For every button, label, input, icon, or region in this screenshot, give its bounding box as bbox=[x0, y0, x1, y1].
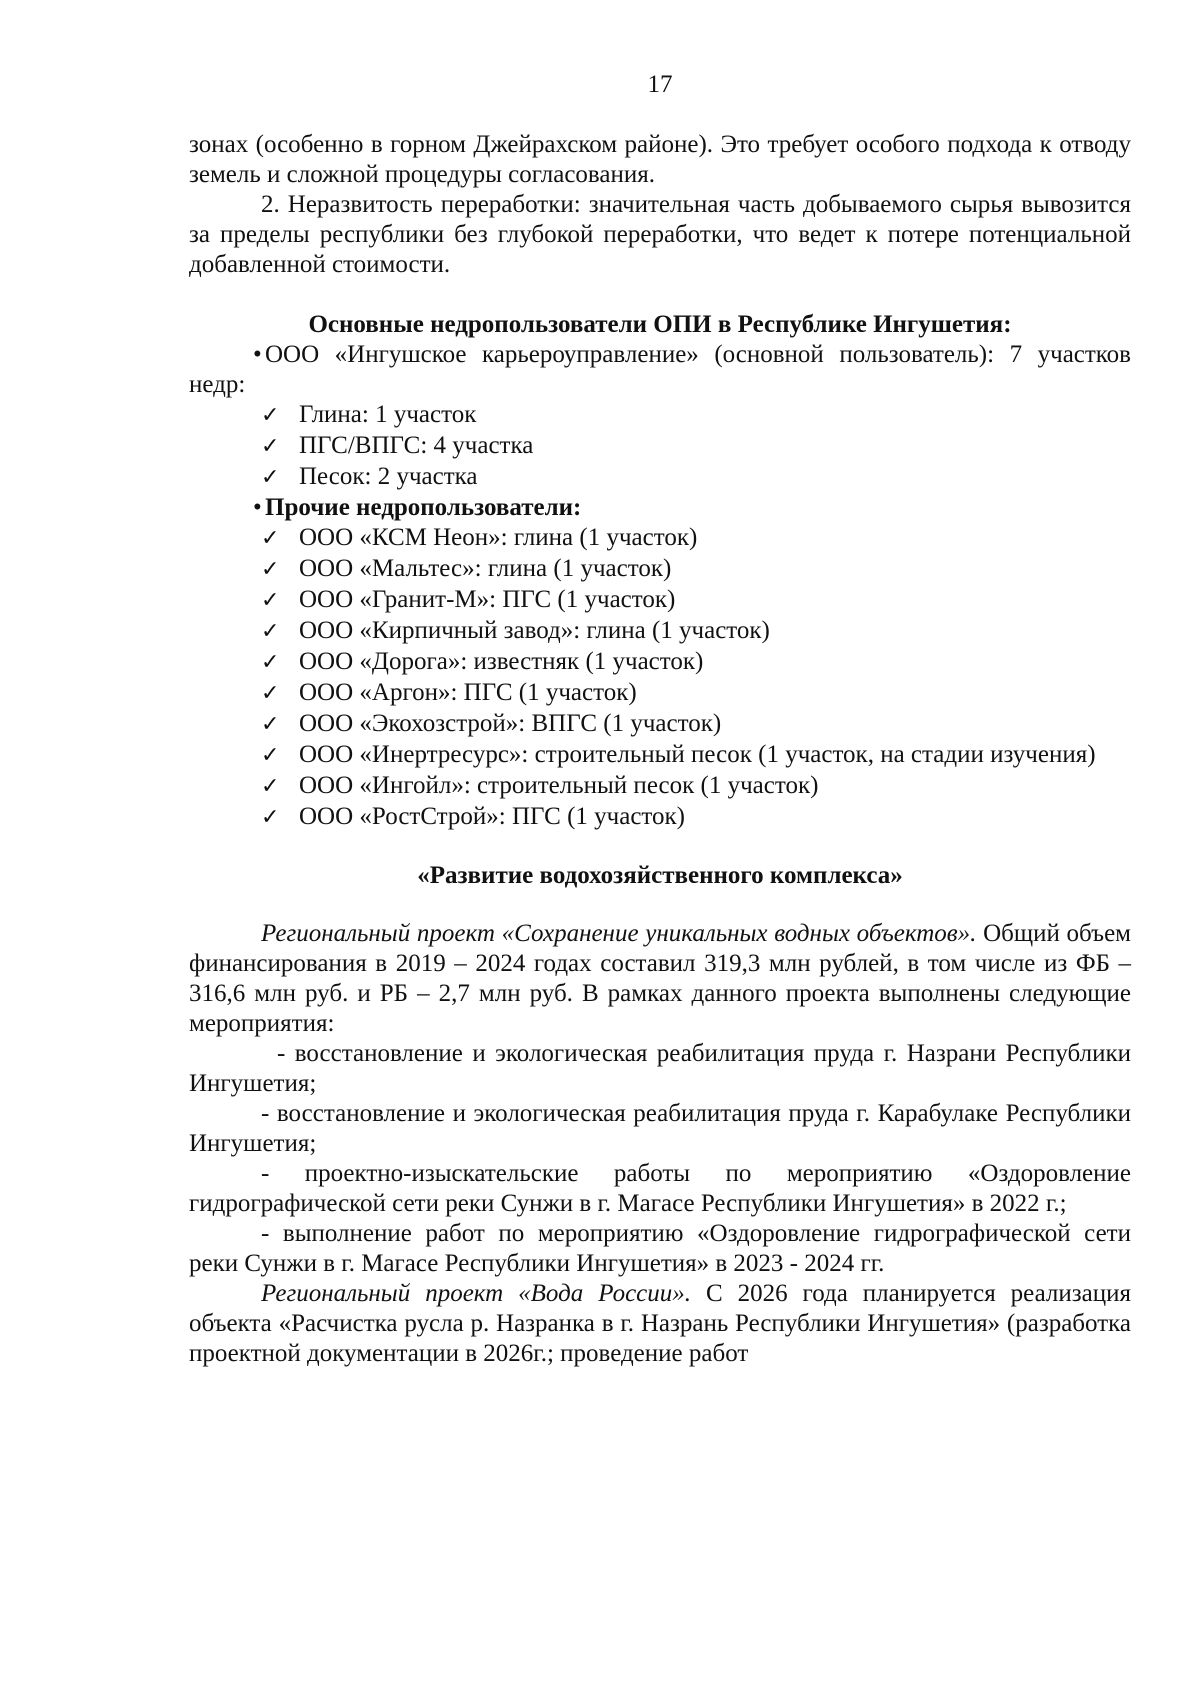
other-users-title: Прочие недропользователи: bbox=[265, 494, 582, 521]
intro-paragraph-2: 2. Неразвитость переработки: значительная часть добываемого сырья вывозится за пределы республики без глубокой переработки, что ведет к потере потенциальной добавленной стоимости. bbox=[189, 191, 1131, 278]
checkmark-icon: ✓ bbox=[261, 465, 280, 490]
section-heading-water: «Развитие водохозяйственного комплекса» bbox=[417, 862, 903, 889]
checkmark-icon: ✓ bbox=[261, 526, 280, 551]
bullet-icon: • bbox=[253, 494, 262, 521]
checkmark-icon: ✓ bbox=[261, 774, 280, 799]
list-item: ✓ ООО «КСМ Неон»: глина (1 участок) bbox=[189, 523, 1131, 554]
spacer bbox=[189, 833, 1131, 861]
bullet-icon: • bbox=[253, 341, 262, 368]
list-item: ✓ Песок: 2 участка bbox=[189, 462, 1131, 493]
checkmark-icon: ✓ bbox=[261, 557, 280, 582]
other-users-title-line bbox=[189, 493, 1131, 523]
measure-item: - восстановление и экологическая реабилитация пруда г. Назрани Республики Ингушетия; bbox=[189, 1040, 1131, 1097]
other-users-list bbox=[189, 523, 1131, 833]
page-number: 17 bbox=[647, 71, 673, 98]
list-item: ✓ ООО «Мальтес»: глина (1 участок) bbox=[189, 554, 1131, 585]
list-item: ✓ ООО «Дорога»: известняк (1 участок) bbox=[189, 647, 1131, 678]
project1-paragraph bbox=[189, 919, 1131, 1039]
list-item: ✓ ООО «Кирпичный завод»: глина (1 участок) bbox=[189, 616, 1131, 647]
project1-title: Региональный проект «Сохранение уникальных водных объектов». bbox=[261, 920, 977, 947]
list-item: ✓ ООО «Экохозстрой»: ВПГС (1 участок) bbox=[189, 709, 1131, 740]
intro-paragraph-1: зонах (особенно в горном Джейрахском районе). Это требует особого подхода к отводу земель и сложной процедуры согласования. bbox=[189, 131, 1131, 188]
main-user-list bbox=[189, 400, 1131, 493]
checkmark-icon: ✓ bbox=[261, 588, 280, 613]
spacer bbox=[189, 891, 1131, 919]
main-user-text: ООО «Ингушское карьероуправление» (основной пользователь): 7 участков недр: bbox=[189, 341, 1131, 398]
measure-item: - проектно-изыскательские работы по мероприятию «Оздоровление гидрографической сети реки Сунжи в г. Магасе Республики Ингушетия» в 2022 г.; bbox=[189, 1160, 1131, 1217]
main-user-line bbox=[189, 340, 1131, 400]
list-item: ✓ ООО «РостСтрой»: ПГС (1 участок) bbox=[189, 802, 1131, 833]
project2-text: С 2026 года планируется реализация объекта «Расчистка русла р. Назранка в г. Назрань Республики Ингушетия» (разработка проектной документации в 2026г.; проведение работ bbox=[189, 1280, 1131, 1367]
list-item: ✓ ООО «Ингойл»: строительный песок (1 участок) bbox=[189, 771, 1131, 802]
project1-text: Общий объем финансирования в 2019 – 2024 годах составил 319,3 млн рублей, в том числе из ФБ – 316,6 млн руб. и РБ – 2,7 млн руб. В рамках данного проекта выполнены следующие мероприятия: bbox=[189, 920, 1131, 1037]
checkmark-icon: ✓ bbox=[261, 681, 280, 706]
list-item: ✓ Глина: 1 участок bbox=[189, 400, 1131, 431]
checkmark-icon: ✓ bbox=[261, 743, 280, 768]
checkmark-icon: ✓ bbox=[261, 712, 280, 737]
measure-item: - выполнение работ по мероприятию «Оздоровление гидрографической сети реки Сунжи в г. Магасе Республики Ингушетия» в 2023 - 2024 гг. bbox=[189, 1220, 1131, 1277]
list-item: ✓ ООО «Инертресурс»: строительный песок (1 участок, на стадии изучения) bbox=[189, 740, 1131, 771]
checkmark-icon: ✓ bbox=[261, 403, 280, 428]
list-item: ✓ ООО «Аргон»: ПГС (1 участок) bbox=[189, 678, 1131, 709]
project2-title: Региональный проект «Вода России». bbox=[261, 1280, 692, 1307]
checkmark-icon: ✓ bbox=[261, 650, 280, 675]
list-item: ✓ ООО «Гранит-М»: ПГС (1 участок) bbox=[189, 585, 1131, 616]
measure-item: - восстановление и экологическая реабилитация пруда г. Карабулаке Республики Ингушетия; bbox=[189, 1100, 1131, 1157]
document-page bbox=[189, 70, 1131, 1369]
checkmark-icon: ✓ bbox=[261, 805, 280, 830]
checkmark-icon: ✓ bbox=[261, 434, 280, 459]
checkmark-icon: ✓ bbox=[261, 619, 280, 644]
section-heading-subsoil: Основные недропользователи ОПИ в Республике Ингушетия: bbox=[308, 311, 1012, 338]
list-item: ✓ ПГС/ВПГС: 4 участка bbox=[189, 431, 1131, 462]
spacer bbox=[189, 280, 1131, 310]
project2-paragraph bbox=[189, 1279, 1131, 1369]
